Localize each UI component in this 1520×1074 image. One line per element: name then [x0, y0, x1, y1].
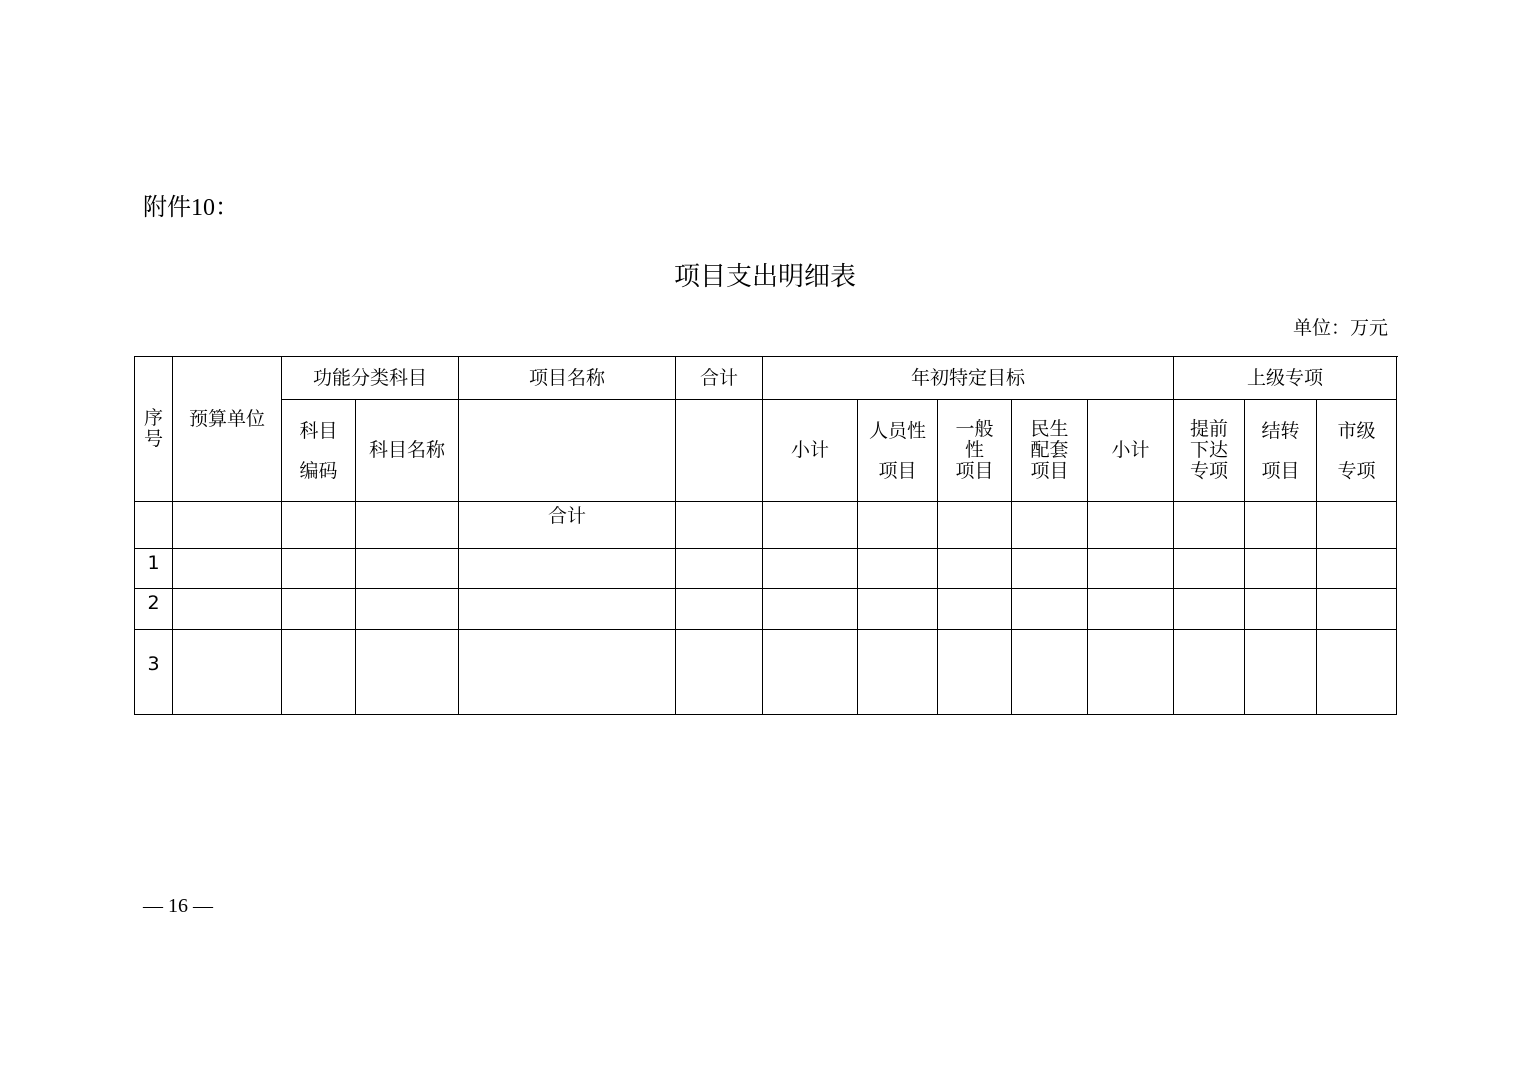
cell	[459, 589, 676, 630]
cell	[858, 502, 938, 549]
header-subject-name: 科目名称	[356, 400, 459, 502]
cell	[1174, 589, 1245, 630]
cell	[1317, 549, 1397, 589]
cell	[356, 502, 459, 549]
cell	[938, 589, 1012, 630]
cell	[858, 549, 938, 589]
cell	[356, 630, 459, 715]
cell	[763, 630, 858, 715]
header-project-name: 项目名称	[459, 357, 676, 400]
cell	[282, 630, 356, 715]
cell	[1245, 502, 1317, 549]
cell	[1245, 630, 1317, 715]
cell	[459, 630, 676, 715]
cell	[1088, 630, 1174, 715]
cell	[282, 502, 356, 549]
cell	[173, 630, 282, 715]
cell	[763, 502, 858, 549]
cell	[763, 589, 858, 630]
header-total-blank	[676, 400, 763, 502]
cell	[1012, 630, 1088, 715]
cell	[173, 502, 282, 549]
header-budget-unit: 预算单位	[173, 357, 282, 502]
cell	[1088, 589, 1174, 630]
header-sp-carryover-text: 结转 项目	[1261, 419, 1300, 482]
header-sp-municipal-text: 市级 专项	[1337, 419, 1376, 482]
header-sp-subtotal: 小计	[1088, 400, 1174, 502]
header-row-2	[135, 400, 1397, 502]
attachment-number: 10	[191, 195, 215, 221]
header-subject-code	[282, 400, 356, 502]
cell	[459, 549, 676, 589]
header-yt-general-text: 一般 性 项目	[955, 418, 994, 482]
cell	[1012, 502, 1088, 549]
header-yt-livelihood	[1012, 400, 1088, 502]
cell	[676, 549, 763, 589]
total-row	[135, 502, 1397, 549]
project-expense-table	[134, 356, 1397, 715]
attachment-text: 附件	[143, 193, 191, 221]
cell	[1088, 502, 1174, 549]
header-sp-municipal	[1317, 400, 1397, 502]
cell	[356, 549, 459, 589]
row-seq: 1	[135, 549, 173, 589]
cell	[938, 549, 1012, 589]
table-row	[135, 589, 1397, 630]
attachment-label	[143, 190, 239, 225]
table-row	[135, 630, 1397, 715]
header-sp-advance-text: 提前 下达 专项	[1190, 418, 1229, 482]
cell	[282, 549, 356, 589]
cell	[1174, 549, 1245, 589]
table-row	[135, 549, 1397, 589]
cell	[1174, 630, 1245, 715]
header-yt-general	[938, 400, 1012, 502]
cell	[1012, 589, 1088, 630]
cell	[858, 630, 938, 715]
header-seq	[135, 357, 173, 502]
cell	[1174, 502, 1245, 549]
header-yt-subtotal: 小计	[763, 400, 858, 502]
unit-label: 单位：万元	[1292, 317, 1388, 339]
cell	[173, 549, 282, 589]
header-subject-code-text: 科目 编码	[299, 419, 338, 482]
cell	[1012, 549, 1088, 589]
cell	[1317, 589, 1397, 630]
row-seq: 3	[135, 630, 173, 715]
cell	[938, 630, 1012, 715]
header-row-1	[135, 357, 1397, 400]
cell	[1088, 549, 1174, 589]
total-row-label: 合计	[459, 502, 676, 549]
cell	[356, 589, 459, 630]
header-sp-carryover	[1245, 400, 1317, 502]
cell	[1317, 630, 1397, 715]
attachment-colon: ：	[215, 193, 239, 221]
row-seq: 2	[135, 589, 173, 630]
cell	[763, 549, 858, 589]
cell	[676, 502, 763, 549]
header-year-target: 年初特定目标	[763, 357, 1174, 400]
cell	[938, 502, 1012, 549]
cell	[135, 502, 173, 549]
header-total: 合计	[676, 357, 763, 400]
header-yt-personnel-text: 人员性 项目	[869, 419, 927, 482]
cell	[858, 589, 938, 630]
page-number: — 16 —	[143, 895, 213, 917]
header-yt-livelihood-text: 民生 配套 项目	[1030, 418, 1069, 482]
page-title: 项目支出明细表	[673, 262, 856, 292]
header-func-category: 功能分类科目	[282, 357, 459, 400]
header-seq-text: 序 号	[143, 407, 163, 450]
header-yt-personnel	[858, 400, 938, 502]
cell	[1317, 502, 1397, 549]
header-project-name-blank	[459, 400, 676, 502]
header-superior: 上级专项	[1174, 357, 1397, 400]
cell	[1245, 589, 1317, 630]
cell	[676, 589, 763, 630]
cell	[676, 630, 763, 715]
cell	[282, 589, 356, 630]
cell	[173, 589, 282, 630]
cell	[1245, 549, 1317, 589]
header-sp-advance	[1174, 400, 1245, 502]
